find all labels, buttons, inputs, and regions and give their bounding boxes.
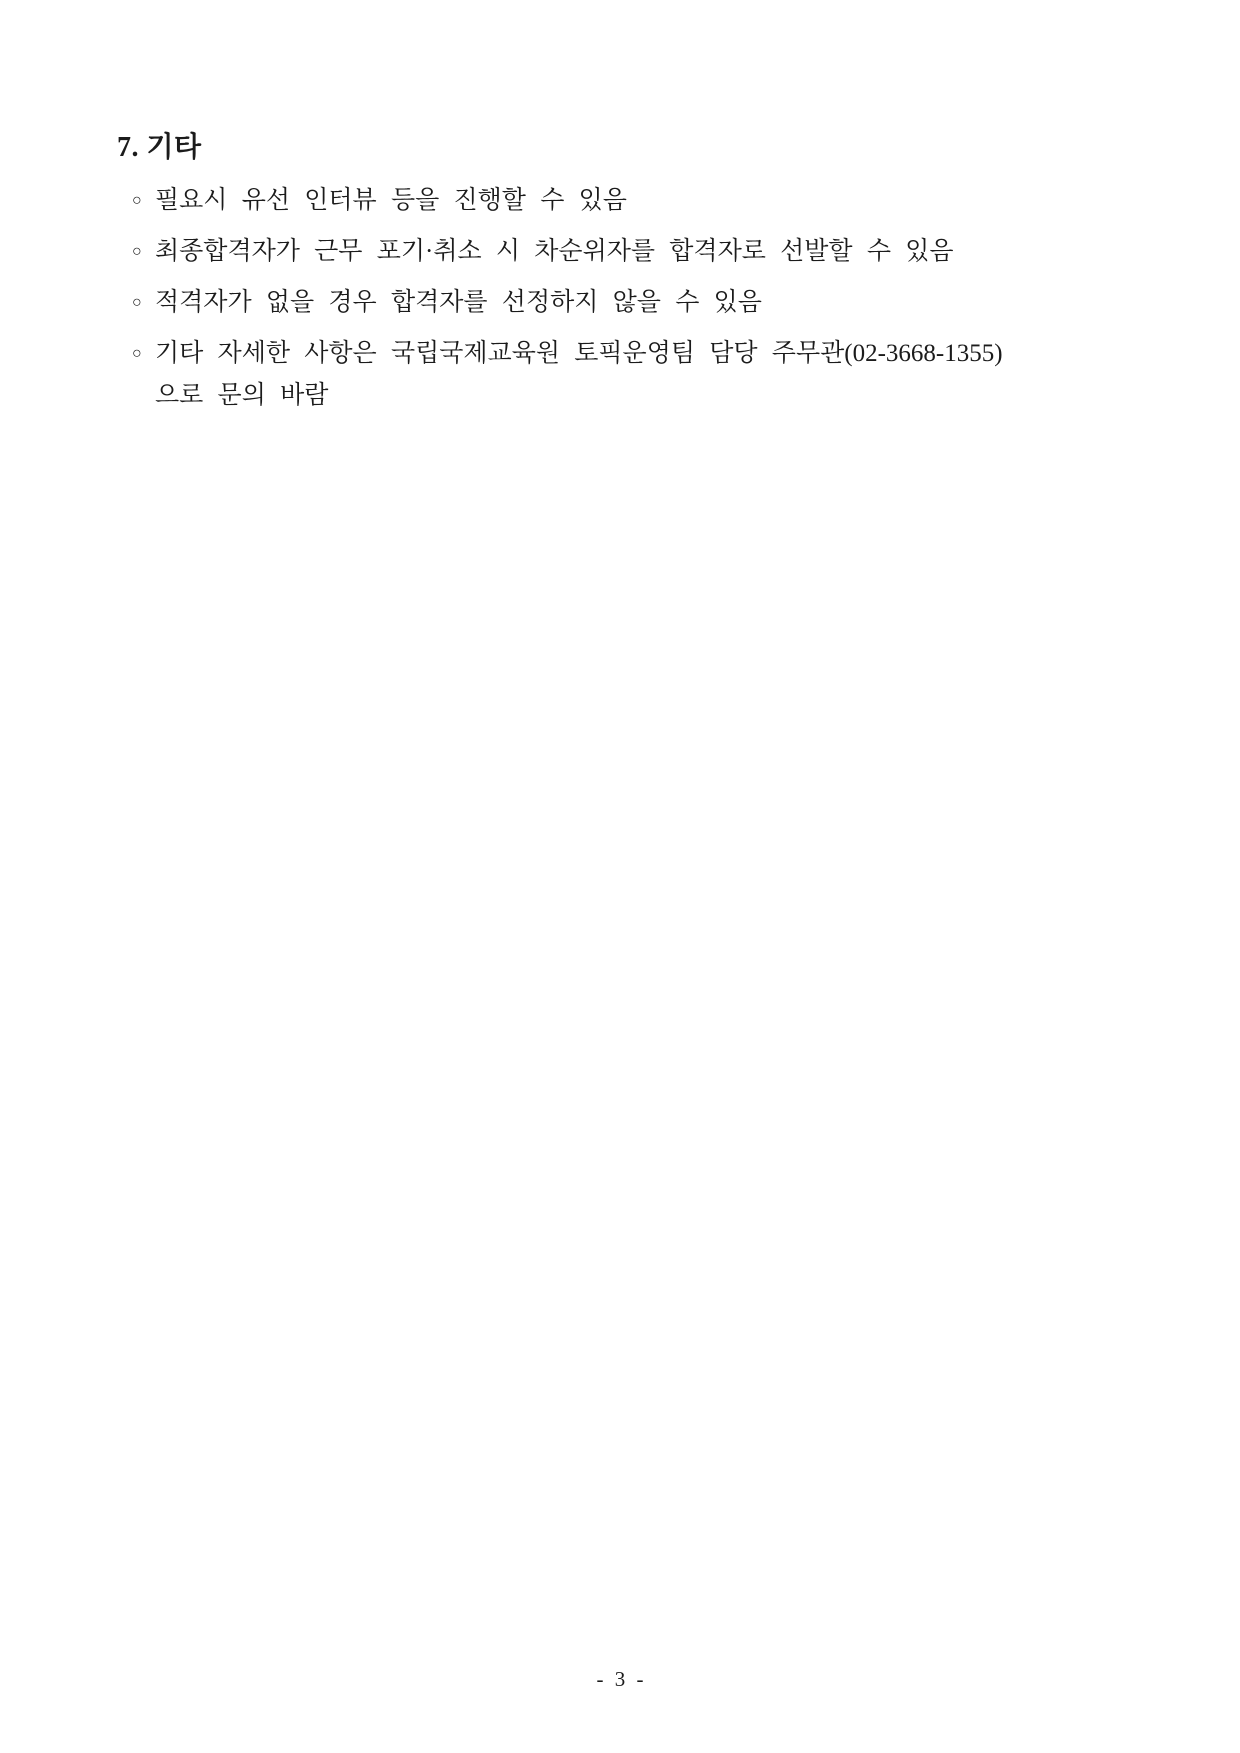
circle-bullet-icon: ○ xyxy=(132,192,142,209)
bullet-item xyxy=(117,237,1128,266)
bullet-text: 적격자가 없을 경우 합격자를 선정하지 않을 수 있음 xyxy=(155,289,762,316)
circle-bullet-icon: ○ xyxy=(132,345,142,362)
bullet-item xyxy=(117,186,1128,215)
bullet-item xyxy=(117,339,1128,410)
bullet-text xyxy=(155,339,1128,410)
section-heading: 7. 기타 xyxy=(117,132,202,163)
page-number: - 3 - xyxy=(596,1667,644,1691)
circle-bullet-icon: ○ xyxy=(132,294,142,311)
bullet-item xyxy=(117,288,1128,317)
section-etc xyxy=(117,132,1128,432)
bullet-text-line1: 기타 자세한 사항은 국립국제교육원 토픽운영팀 담당 주무관(02-3668-1355) xyxy=(155,340,1003,367)
circle-bullet-icon: ○ xyxy=(132,243,142,260)
bullet-text: 최종합격자가 근무 포기·취소 시 차순위자를 합격자로 선발할 수 있음 xyxy=(155,238,954,265)
bullet-text: 필요시 유선 인터뷰 등을 진행할 수 있음 xyxy=(155,187,627,214)
bullet-text-line2: 으로 문의 바람 xyxy=(155,382,329,409)
